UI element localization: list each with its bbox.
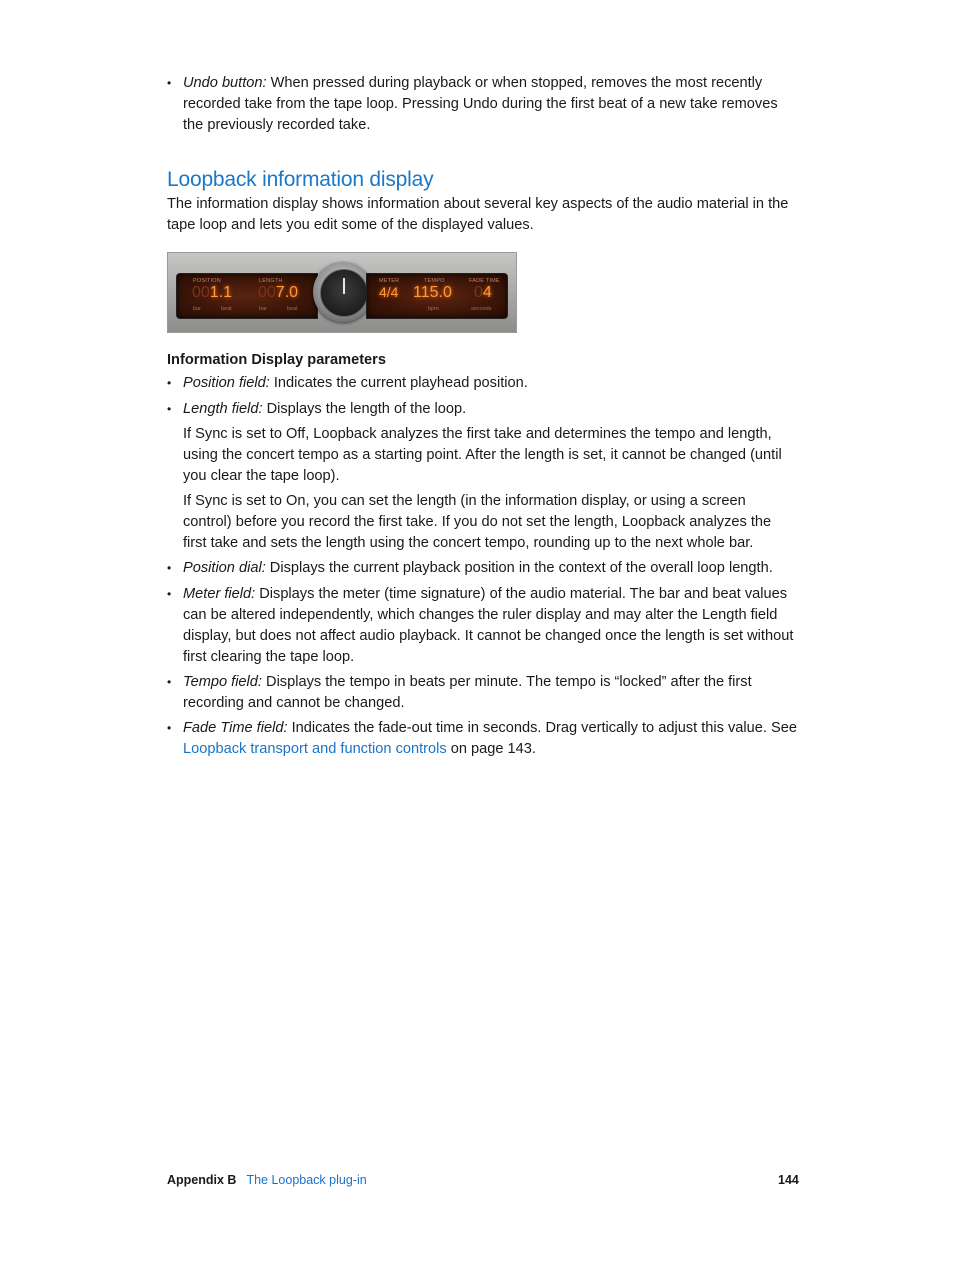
bullet-undo [167,73,797,136]
length-unit-bar: bar [259,306,267,312]
dial-needle [343,278,345,294]
term-position-dial: Position dial: [183,560,266,576]
term-meter-field: Meter field: [183,586,256,602]
position-label: POSITION [193,278,221,284]
bullet-dot: • [167,402,172,416]
footer-chapter-link[interactable]: The Loopback plug-in [246,1173,367,1187]
footer-appendix: Appendix B [167,1173,237,1187]
position-dial[interactable] [313,262,373,322]
bullet-position-dial [167,558,797,579]
term-fade-time-field: Fade Time field: [183,720,288,736]
text-page-reference: on page 143. [446,741,536,757]
bullet-meter-field [167,584,797,668]
footer-chapter-info [167,1173,367,1187]
tempo-unit: bpm [428,306,439,312]
text-meter-field: Displays the meter (time signature) of the audio material. The bar and beat values can be altered independently, which changes the ruler display and may alter the Length field display, but does not affect audio playback. It cannot be changed once the length is set without first clearing the tape loop. [183,586,794,665]
position-field[interactable]: 001.1 [192,284,233,301]
fade-time-unit: seconds [471,306,492,312]
bullet-position-field [167,373,797,394]
bullet-dot: • [167,561,172,575]
bullet-length-field [167,399,797,420]
term-tempo-field: Tempo field: [183,674,262,690]
fade-time-field[interactable]: 04 [474,284,492,301]
text-fade-time-field: Indicates the fade-out time in seconds. Drag vertically to adjust this value. See [287,720,797,736]
tempo-label: TEMPO [424,278,445,284]
text-tempo-field: Displays the tempo in beats per minute. The tempo is “locked” after the first recording and cannot be changed. [183,674,752,711]
bullet-dot: • [167,587,172,601]
text-position-field: Indicates the current playhead position. [269,375,528,391]
fade-time-label: FADE TIME [469,278,500,284]
bullet-dot: • [167,76,172,90]
text-length-field: Displays the length of the loop. [262,401,467,417]
bullet-tempo-field [167,672,797,714]
section-intro: The information display shows information about several key aspects of the audio material in the tape loop and lets you edit some of the displayed values. [167,196,789,233]
section-heading: Loopback information display [167,168,434,191]
lcd-left-panel [176,273,318,319]
length-unit-beat: beat [287,306,298,312]
information-display-image [167,252,517,333]
link-transport-controls[interactable]: Loopback transport and function controls [183,741,447,757]
text-undo: When pressed during playback or when stopped, removes the most recently recorded take from the tape loop. Pressing Undo during the first beat of a new take removes the previously recorded take. [183,75,778,133]
lcd-right-panel [366,273,508,319]
params-subheading: Information Display parameters [167,352,386,368]
bullet-dot: • [167,721,172,735]
text-position-dial: Displays the current playback position in the context of the overall loop length. [265,560,773,576]
term-undo: Undo button: [183,75,267,91]
length-label: LENGTH [259,278,283,284]
term-position-field: Position field: [183,375,270,391]
length-sync-off-paragraph: If Sync is set to Off, Loopback analyzes the first take and determines the tempo and length, using the concert tempo as a starting point. After the length is set, it cannot be changed (until you clear the tape loop). [183,426,782,484]
meter-label: METER [379,278,400,284]
footer-page-number: 144 [778,1173,799,1187]
position-unit-bar: bar [193,306,201,312]
length-field[interactable]: 007.0 [258,284,299,301]
bullet-dot: • [167,376,172,390]
bullet-fade-time-field [167,718,797,760]
position-unit-beat: beat [221,306,232,312]
tempo-field[interactable]: 115.0 [413,284,452,301]
meter-field[interactable]: 4/4 [379,284,399,300]
length-sync-on-paragraph: If Sync is set to On, you can set the length (in the information display, or using a screen control) before you record the first take. If you do not set the length, Loopback analyzes the first take and sets the length using the concert tempo, rounding up to the next whole bar. [183,493,772,551]
bullet-dot: • [167,675,172,689]
term-length-field: Length field: [183,401,263,417]
dial-face [320,269,368,317]
